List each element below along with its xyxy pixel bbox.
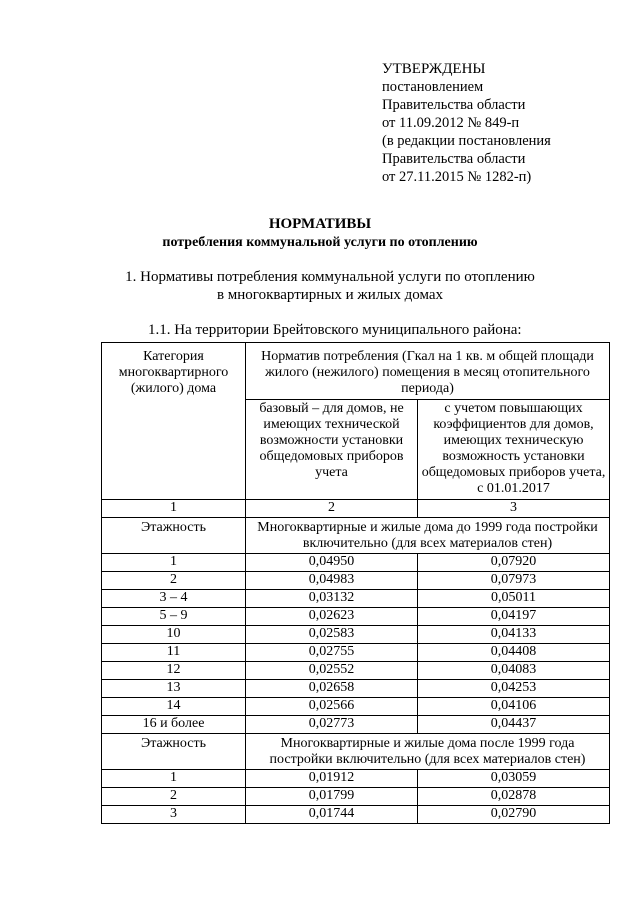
- base-value-cell: 0,04983: [246, 572, 418, 590]
- increased-value-cell: 0,04083: [418, 662, 610, 680]
- header-base: базовый – для домов, не имеющих технической возможности установки общедомовых приборов учета: [246, 400, 418, 500]
- increased-value-cell: 0,04437: [418, 716, 610, 734]
- table-row: [102, 680, 610, 698]
- approval-line: Правительства области: [382, 151, 526, 167]
- header-category: Категория многоквартирного (жилого) дома: [102, 343, 246, 500]
- header-increased: с учетом повышающих коэффициентов для домов, имеющих техническую возможность установки общедомовых приборов учета, с 01.01.2017: [418, 400, 610, 500]
- table-row: [102, 644, 610, 662]
- floors-cell: 2: [102, 788, 246, 806]
- base-value-cell: 0,02566: [246, 698, 418, 716]
- group-label: Этажность: [102, 518, 246, 554]
- floors-cell: 2: [102, 572, 246, 590]
- table-row: [102, 716, 610, 734]
- table-row: [102, 608, 610, 626]
- approval-line: Правительства области: [382, 97, 526, 113]
- norms-table: [101, 342, 610, 824]
- table-row: [102, 698, 610, 716]
- table-row: [102, 626, 610, 644]
- base-value-cell: 0,02552: [246, 662, 418, 680]
- floors-cell: 16 и более: [102, 716, 246, 734]
- base-value-cell: 0,01912: [246, 770, 418, 788]
- table-group-row: [102, 734, 610, 770]
- increased-value-cell: 0,04106: [418, 698, 610, 716]
- group-label: Этажность: [102, 734, 246, 770]
- table-row: [102, 806, 610, 824]
- base-value-cell: 0,01799: [246, 788, 418, 806]
- increased-value-cell: 0,04197: [418, 608, 610, 626]
- base-value-cell: 0,04950: [246, 554, 418, 572]
- section-heading-line: в многоквартирных и жилых домах: [216, 287, 444, 303]
- increased-value-cell: 0,07973: [418, 572, 610, 590]
- column-number: 3: [418, 500, 610, 518]
- base-value-cell: 0,02755: [246, 644, 418, 662]
- document-title: НОРМАТИВЫ: [268, 216, 372, 232]
- floors-cell: 12: [102, 662, 246, 680]
- floors-cell: 14: [102, 698, 246, 716]
- column-number: 1: [102, 500, 246, 518]
- floors-cell: 11: [102, 644, 246, 662]
- table-row: [102, 554, 610, 572]
- table-header-row: [102, 343, 610, 400]
- table-group-row: [102, 518, 610, 554]
- table-row: [102, 572, 610, 590]
- base-value-cell: 0,02658: [246, 680, 418, 698]
- floors-cell: 10: [102, 626, 246, 644]
- floors-cell: 1: [102, 770, 246, 788]
- base-value-cell: 0,03132: [246, 590, 418, 608]
- table-row: [102, 788, 610, 806]
- increased-value-cell: 0,03059: [418, 770, 610, 788]
- floors-cell: 3 – 4: [102, 590, 246, 608]
- section-heading-line: 1. Нормативы потребления коммунальной услуги по отоплению: [125, 269, 535, 285]
- increased-value-cell: 0,02790: [418, 806, 610, 824]
- base-value-cell: 0,02773: [246, 716, 418, 734]
- approval-stamp: [382, 60, 551, 186]
- floors-cell: 3: [102, 806, 246, 824]
- column-number: 2: [246, 500, 418, 518]
- floors-cell: 5 – 9: [102, 608, 246, 626]
- subsection-heading: 1.1. На территории Брейтовского муниципального района:: [148, 322, 522, 338]
- increased-value-cell: 0,05011: [418, 590, 610, 608]
- table-row: [102, 590, 610, 608]
- approval-line: (в редакции постановления: [382, 133, 551, 149]
- floors-cell: 1: [102, 554, 246, 572]
- increased-value-cell: 0,02878: [418, 788, 610, 806]
- table-column-number-row: [102, 500, 610, 518]
- increased-value-cell: 0,04408: [418, 644, 610, 662]
- approval-line: от 27.11.2015 № 1282-п): [382, 169, 532, 185]
- document-subtitle: потребления коммунальной услуги по отоплению: [162, 235, 478, 250]
- approval-heading: УТВЕРЖДЕНЫ: [382, 61, 486, 77]
- header-norm: Норматив потребления (Гкал на 1 кв. м общей площади жилого (нежилого) помещения в месяц отопительного периода): [246, 343, 610, 400]
- floors-cell: 13: [102, 680, 246, 698]
- base-value-cell: 0,02623: [246, 608, 418, 626]
- group-title: Многоквартирные и жилые дома после 1999 года постройки включительно (для всех материалов стен): [246, 734, 610, 770]
- approval-line: от 11.09.2012 № 849-п: [382, 115, 520, 131]
- increased-value-cell: 0,04133: [418, 626, 610, 644]
- table-row: [102, 662, 610, 680]
- approval-line: постановлением: [382, 79, 484, 95]
- base-value-cell: 0,01744: [246, 806, 418, 824]
- increased-value-cell: 0,04253: [418, 680, 610, 698]
- group-title: Многоквартирные и жилые дома до 1999 года постройки включительно (для всех материалов стен): [246, 518, 610, 554]
- section-heading: [0, 268, 640, 304]
- table-row: [102, 770, 610, 788]
- increased-value-cell: 0,07920: [418, 554, 610, 572]
- base-value-cell: 0,02583: [246, 626, 418, 644]
